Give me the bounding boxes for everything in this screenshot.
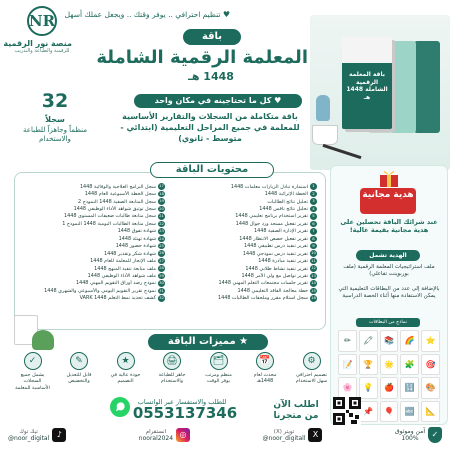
item-label: شهادة تهنئة 1448 [118,235,156,242]
item-label: سجل المتابعة الصفية 1448 النموذج 2 [78,198,156,205]
list-item [17,183,165,190]
item-label: ملف الإنجاز للمعلمة للعام 1448 [90,258,156,265]
item-label: تقرير تنفيذ نشاط طلابي 1448 [245,265,308,272]
item-number-badge: 9 [310,243,317,250]
advantage-icon: 📅 [256,352,274,370]
item-number-badge: 11 [311,257,316,263]
advantage-icon: 🖨 [163,352,181,370]
advantage-icon: ★ [117,352,135,370]
item-number-badge: 5 [310,213,317,220]
item-label: سجل البرامج العلاجية والوقائية 1448 [79,183,156,190]
item-label: خطة معالجة الفاقد التعليمي 1448 [237,287,308,294]
sample-card-icon: 🎨 [421,377,440,399]
item-number-badge: 23 [159,228,164,234]
logo-mark-icon: NR [27,6,57,36]
list-item [17,295,165,302]
gift-includes-tag: الهدية تشمل [356,250,420,261]
item-label: ملف متابعة تنفيذ المنهج 1448 [94,265,156,272]
advantages-row [14,352,330,398]
product-box [342,37,392,129]
shield-check-icon: ✓ [428,427,442,443]
sample-card-icon: 🏆 [359,354,378,376]
advantage-item [154,352,191,398]
list-item [169,205,317,212]
whatsapp-number[interactable]: 0553137346 [132,404,238,422]
list-item [169,250,317,257]
sample-card-icon: 📌 [359,401,378,423]
item-label: شهادة حضور 1448 [115,243,156,250]
list-item [17,198,165,205]
tiktok-handle: @noor_digital [8,434,50,442]
sample-card-icon: 🖍 [359,330,378,352]
tiktok-label: تيك توك [19,428,38,435]
item-number-badge: 16 [311,295,316,301]
list-item [169,198,317,205]
list-item [169,228,317,235]
item-label: سجل توثيق شواهد الأداء الوظيفي 1448 [73,206,156,213]
sample-card-icon: 🍎 [380,377,399,399]
advantage-item [293,352,330,398]
item-number-badge: 20 [159,205,164,211]
list-item [17,243,165,250]
item-number-badge: 15 [311,287,316,293]
item-label: سجل متابعة طالبات ضعيفات المستوى 1448 [64,213,156,220]
item-label: تقرير جلسات مجتمعات التعلم المهني 1448 [218,280,308,287]
mug-icon [312,125,338,145]
list-item [169,272,317,279]
item-number-badge: 21 [159,213,164,219]
gift-item: ملف استراتيجيات المعلمة الرقمية (ملف بوربوينت تفاعلي) [343,264,435,278]
advantages-heading [148,334,268,350]
item-number-badge: 10 [311,250,316,256]
instagram-label: انستقرام [145,428,167,435]
brand-name: منصة نور الرقمية [3,39,72,48]
sample-card-icon: 🌟 [380,354,399,376]
vase-icon [316,95,330,121]
advantage-item [14,352,51,398]
item-label: نموذج رصد أوراق التقويم المهني 1448 [75,280,156,287]
product-box-top [342,37,392,63]
tiktok-icon: ♪ [52,428,66,442]
slogan [64,10,230,19]
sample-card-icon: ⭐ [421,330,440,352]
instagram-handle: nooral2024 [138,434,174,442]
sample-card-icon: ✏ [338,330,357,352]
contents-column-right [169,183,317,302]
advantages-heading-text: مميزات الباقة [167,336,236,347]
item-number-badge: 18 [159,190,164,196]
whatsapp-icon[interactable] [109,396,131,418]
list-item [17,272,165,279]
list-item [17,257,165,264]
list-item [169,257,317,264]
item-number-badge: 29 [159,272,164,278]
list-item [17,235,165,242]
year-label: 1448 هـ [188,70,234,83]
item-label: نموذج تقرير التقويم اليومي والأسبوعي والشهري 1448 [44,287,156,294]
list-item [17,205,165,212]
product-photo [310,15,450,170]
item-number-badge: 4 [310,206,317,213]
item-label: تقرير تنفيذ مبادرة 1448 [258,258,308,265]
gift-text: عند شرائك الباقة تحصلين على هدية مجانية بقيمة عالية! [340,218,438,235]
list-item [17,213,165,220]
advantage-label: تصميم احترافي سهل الاستخدام [295,372,328,385]
heart-icon: ♥ [222,10,230,19]
sample-card-icon: 📝 [338,354,357,376]
gift-box-icon [374,168,404,188]
advantage-item [107,352,144,398]
item-number-badge: 13 [311,272,316,278]
secure-line1: آمن وموثوق [395,427,425,435]
gift-samples-title: نماذج من البطاقات [356,318,420,327]
x-icon: X [308,428,322,442]
item-number-badge: 2 [310,191,317,198]
advantage-label: جودة عالية في التصميم [110,372,141,385]
sample-card-icon: 🧩 [400,354,419,376]
sample-card-icon: 🌸 [338,377,357,399]
contents-heading: محتويات الباقة [150,162,274,178]
item-number-badge: 17 [159,183,164,189]
binder-icon [414,41,440,133]
list-item [17,250,165,257]
item-number-badge: 31 [159,287,164,293]
need-pill-text: كل ما تحتاجينه في مكان واحد [154,96,272,105]
contents-column-left [17,183,165,302]
item-number-badge: 27 [159,257,164,263]
item-label: سجل الخطة الأسبوعية العام 1448 [84,191,156,198]
heart-icon: ♥ [271,96,282,105]
item-number-badge: 6 [310,221,317,228]
sample-card-icon: 📚 [380,330,399,352]
item-label: سجل استلام مقرر وملحقات الطالبات 1448 [218,295,308,302]
sample-card-icon: 📐 [421,401,440,423]
instagram-link[interactable] [139,428,190,442]
advantage-label: يشمل جميع السجلات الأساسية للمعلمة [15,372,50,391]
sample-card-icon: 🔢 [400,377,419,399]
item-number-badge: 26 [159,250,164,256]
sample-card-icon: 🔤 [400,401,419,423]
tiktok-link[interactable] [8,428,66,442]
advantage-icon: ✓ [24,352,42,370]
pen-icon [323,144,362,159]
need-pill [134,94,302,108]
advantage-icon: ✎ [70,352,88,370]
item-number-badge: 7 [310,228,317,235]
item-number-badge: 22 [159,220,164,226]
secure-line2: 100% [401,435,419,442]
item-number-badge: 25 [159,242,164,248]
item-number-badge: 32 [159,295,164,301]
list-item [17,228,165,235]
secure-badge [395,427,442,443]
contents-panel [14,172,326,330]
plant-icon [32,330,54,350]
item-label: سجل متابعة الطالبات اليومية 1448 النموذج 1 [62,220,156,227]
binder-icon [390,41,416,133]
slogan-text: تنظيم احترافي .. يوفر وقتك .. ويجعل عملك أسهل [64,10,221,19]
gift-badge: هدية مجانية [360,188,416,214]
list-item [169,295,317,302]
whatsapp-label: للطلب والاستفسار عبر الواتساب [137,398,227,406]
item-number-badge: 19 [159,198,164,204]
advantage-label: محدث لعام 1448هـ [253,372,277,385]
list-item [169,183,317,190]
item-label: تقرير استخدام برنامج تعليمي 1448 [235,213,308,220]
item-label: شهادة شكر وتقدير 1448 [103,250,156,257]
item-number-badge: 8 [310,236,317,243]
brand-subtitle: للرقمنة والطباعة والتدريب [14,48,70,54]
advantage-item [200,352,237,398]
item-label: كشف تحديد نمط التعلم VARK 1448 [79,295,156,302]
list-item [169,220,317,227]
list-item [169,265,317,272]
x-handle: @noor_digitall [262,434,306,442]
item-number-badge: 1 [310,183,317,190]
item-number-badge: 3 [310,198,317,205]
records-count: 32 [41,90,69,112]
star-icon: ★ [235,336,249,347]
gift-item: بالإضافة إلى عدد من البطاقات التعليمية التي يمكن الاستفادة منها أثناء الحصة الدراسية [338,286,440,300]
list-item [169,190,317,197]
footer [8,424,442,446]
advantage-label: منظم ومرتب يوفر الوقت [205,372,232,385]
item-label: تحليل نتائج الطالبات [267,198,308,205]
item-label: تحليل نتائج نافس 1448 [259,206,308,213]
item-number-badge: 24 [159,235,164,241]
list-item [169,243,317,250]
x-label: تويتر (X) [273,428,295,435]
item-label: تقرير الإدارة الصفية 1448 [254,228,308,235]
intro-text: باقة متكاملة من السجلات والتقارير الأساسية للمعلمة في جميع المراحل التعليمية (ابتدائي - متوسط - ثانوي) [120,112,300,143]
item-label: تقرير تفعيل حصص الانتظار 1448 [239,235,308,242]
item-label: استمارة تبادل الزيارات معلمات 1448 [230,183,308,190]
list-item [169,213,317,220]
order-now-text[interactable]: اطلب الآن من متجرنا [273,400,319,421]
item-label: تقرير تنفيذ درس تطبيقي 1448 [243,243,308,250]
product-box-text: باقة المعلمة الرقمية الشاملة 1448 هـ [346,71,388,101]
item-label: الخطة الإثرائية 1448 [264,191,308,198]
sample-card-icon: 🌈 [400,330,419,352]
advantage-item [247,352,284,398]
list-item [17,287,165,294]
advantage-icon: 🗂 [210,352,228,370]
advantage-label: قابل للتعديل والتخصيص [66,372,92,385]
advantage-icon: ⚙ [303,352,321,370]
page-title: المعلمة الرقمية الشاملة [96,47,308,68]
brand-logo [3,6,72,68]
item-label: تقرير تنفيذ درس نموذجي 1448 [242,250,308,257]
records-label: سجلاً [45,115,65,124]
advantage-item [61,352,98,398]
records-desc: منظماً وجاهزاً للطباعة والاستخدام [23,126,87,143]
list-item [17,280,165,287]
item-number-badge: 28 [159,265,164,271]
item-number-badge: 12 [311,265,316,271]
list-item [17,190,165,197]
item-number-badge: 14 [311,280,316,286]
sample-card-icon: 🎈 [380,401,399,423]
list-item [17,265,165,272]
package-label: باقة [183,29,241,45]
item-label: تقرير تفعيل مسجد ورد جوال 1448 [235,220,308,227]
item-number-badge: 30 [159,280,164,286]
sample-card-icon: 💡 [359,377,378,399]
list-item [17,220,165,227]
item-label: ملف شواهد الأداء الوظيفي 1448 [87,272,156,279]
sample-card-icon: 🎯 [421,354,440,376]
x-link[interactable] [263,428,323,442]
advantage-label: جاهز للطباعة والاستخدام [158,372,186,385]
list-item [169,287,317,294]
item-label: شهادة تفوق 1448 [117,228,156,235]
item-label: تقرير تواصل مع ولي الأمر 1448 [241,272,308,279]
list-item [169,280,317,287]
instagram-icon: ◎ [176,428,190,442]
qr-code-icon[interactable] [333,397,361,425]
list-item [169,235,317,242]
